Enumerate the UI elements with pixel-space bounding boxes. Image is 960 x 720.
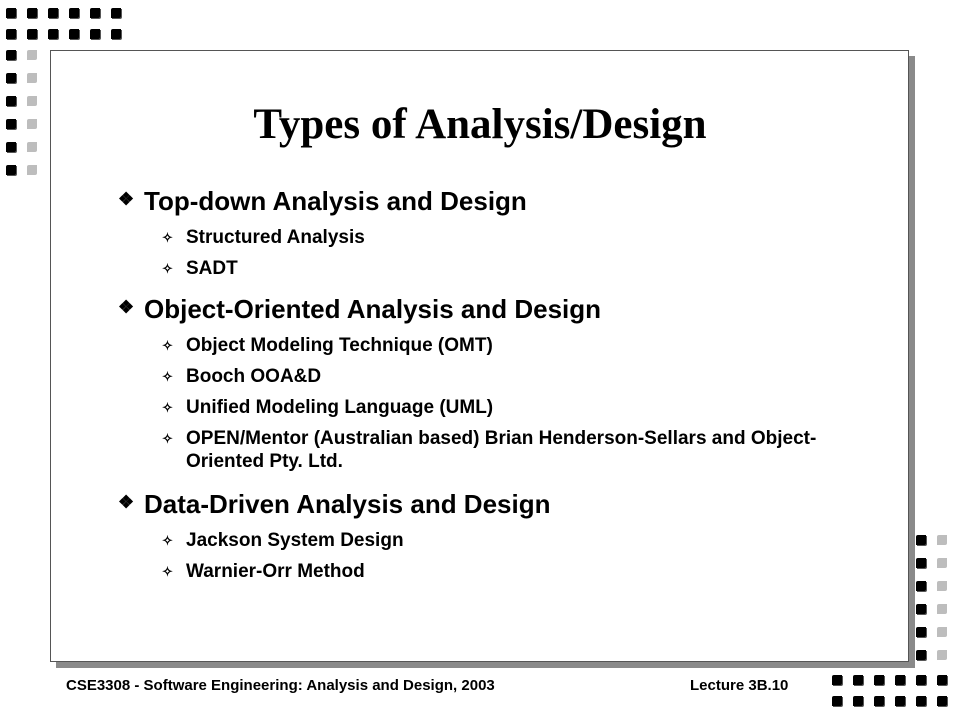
four-point-diamond-icon: ✧ <box>162 400 173 415</box>
four-point-diamond-icon: ✧ <box>162 564 173 579</box>
decorative-square-icon <box>916 558 926 568</box>
list-item: ✧ Jackson System Design <box>162 530 404 551</box>
decorative-square-icon <box>27 8 37 18</box>
decorative-square-icon <box>69 29 79 39</box>
decorative-square-icon <box>937 558 947 568</box>
four-point-diamond-icon: ✧ <box>162 369 173 384</box>
four-point-diamond-icon: ✧ <box>162 261 173 276</box>
decorative-square-icon <box>916 535 926 545</box>
slide-title: Types of Analysis/Design <box>253 101 707 148</box>
decorative-square-icon <box>916 675 926 685</box>
list-item: ✧ Warnier-Orr Method <box>162 561 365 582</box>
decorative-square-icon <box>916 581 926 591</box>
decorative-square-icon <box>90 29 100 39</box>
filled-diamond-icon: ❖ <box>118 492 135 512</box>
footer-course: CSE3308 - Software Engineering: Analysis and Design, 2003 <box>66 677 495 694</box>
decorative-square-icon <box>27 73 37 83</box>
decorative-square-icon <box>937 627 947 637</box>
decorative-square-icon <box>853 675 863 685</box>
decorative-square-icon <box>6 8 16 18</box>
decorative-square-icon <box>111 8 121 18</box>
four-point-diamond-icon: ✧ <box>162 533 173 548</box>
filled-diamond-icon: ❖ <box>118 189 135 209</box>
decorative-square-icon <box>6 73 16 83</box>
four-point-diamond-icon: ✧ <box>162 431 173 446</box>
section-top-down: ❖ Top-down Analysis and Design <box>118 186 527 216</box>
decorative-square-icon <box>916 696 926 706</box>
decorative-dots-bottom <box>832 675 947 706</box>
list-item: ✧ Structured Analysis <box>162 227 365 248</box>
decorative-square-icon <box>832 675 842 685</box>
decorative-square-icon <box>853 696 863 706</box>
list-item: ✧ Object Modeling Technique (OMT) <box>162 335 493 356</box>
decorative-square-icon <box>937 675 947 685</box>
decorative-dots-top <box>6 8 121 39</box>
decorative-square-icon <box>916 627 926 637</box>
decorative-square-icon <box>937 535 947 545</box>
decorative-square-icon <box>27 50 37 60</box>
decorative-square-icon <box>832 696 842 706</box>
decorative-square-icon <box>874 696 884 706</box>
list-item: ✧ SADT <box>162 258 238 279</box>
list-item: ✧ Booch OOA&D <box>162 366 322 387</box>
decorative-square-icon <box>874 675 884 685</box>
decorative-square-icon <box>937 581 947 591</box>
bullet-list <box>118 180 898 583</box>
four-point-diamond-icon: ✧ <box>162 230 173 245</box>
decorative-square-icon <box>6 50 16 60</box>
decorative-square-icon <box>6 165 16 175</box>
footer-lecture-number: Lecture 3B.10 <box>690 677 789 694</box>
decorative-square-icon <box>916 650 926 660</box>
four-point-diamond-icon: ✧ <box>162 338 173 353</box>
filled-diamond-icon: ❖ <box>118 297 135 317</box>
section-object-oriented: ❖ Object-Oriented Analysis and Design <box>118 294 602 324</box>
decorative-square-icon <box>48 8 58 18</box>
list-item: ✧ OPEN/Mentor (Australian based) Brian Henderson-Sellars and Object-Oriented Pty. Ltd. <box>162 428 817 472</box>
decorative-dots-right <box>916 535 947 660</box>
decorative-square-icon <box>27 165 37 175</box>
decorative-square-icon <box>6 29 16 39</box>
decorative-square-icon <box>895 675 905 685</box>
decorative-square-icon <box>27 29 37 39</box>
section-data-driven: ❖ Data-Driven Analysis and Design <box>118 489 551 519</box>
decorative-square-icon <box>937 650 947 660</box>
decorative-square-icon <box>937 604 947 614</box>
decorative-square-icon <box>937 696 947 706</box>
decorative-square-icon <box>916 604 926 614</box>
decorative-square-icon <box>90 8 100 18</box>
decorative-square-icon <box>69 8 79 18</box>
decorative-square-icon <box>111 29 121 39</box>
list-item: ✧ Unified Modeling Language (UML) <box>162 397 494 418</box>
decorative-square-icon <box>895 696 905 706</box>
decorative-square-icon <box>48 29 58 39</box>
